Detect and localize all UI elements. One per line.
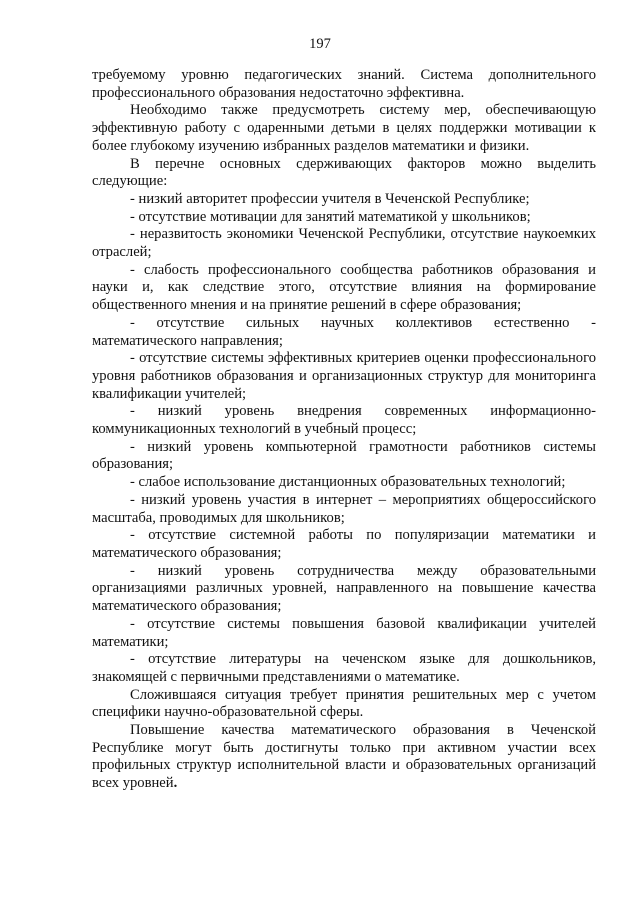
list-item: - низкий уровень компьютерной грамотности работников системы образования; xyxy=(92,438,596,473)
list-item: - низкий уровень сотрудничества между образовательными организациями различных уровней, направленного на повышение качества математического образования; xyxy=(92,562,596,615)
paragraph-continuation: требуемому уровню педагогических знаний. Система дополнительного профессионального образования недостаточно эффективна. xyxy=(92,67,596,101)
list-item: - неразвитость экономики Чеченской Республики, отсутствие наукоемких отраслей; xyxy=(92,226,596,261)
list-item: - слабое использование дистанционных образовательных технологий; xyxy=(130,474,566,491)
conclusion-text: Повышение качества математического образования в Чеченской Республике могут быть достигнуты только при активном участии всех профильных структур исполнительной власти и образовательных организаций всех уровней xyxy=(92,722,596,792)
list-item: - отсутствие сильных научных коллективов естественно - математического направления; xyxy=(92,314,596,349)
paragraph-factors-intro: В перечне основных сдерживающих факторов можно выделить следующие: xyxy=(92,155,596,190)
list-item: - низкий уровень внедрения современных информационно-коммуникационных технологий в учебный процесс; xyxy=(92,403,596,438)
list-item: - слабость профессионального сообщества работников образования и науки и, как следствие этого, отсутствие влияния на формирование общественного мнения и на принятие решений в сфере образования; xyxy=(92,261,596,314)
list-item: - низкий авторитет профессии учителя в Чеченской Республике; xyxy=(130,190,530,207)
paragraph-conclusion xyxy=(92,722,596,793)
document-body xyxy=(92,67,596,793)
list-item: - отсутствие системы эффективных критериев оценки профессионального уровня работников образования и организационных структур для мониторинга квалификации учителей; xyxy=(92,350,596,402)
page-number: 197 xyxy=(309,36,331,52)
list-item: - отсутствие мотивации для занятий математикой у школьников; xyxy=(130,208,531,225)
conclusion-period: . xyxy=(173,775,178,792)
paragraph-gifted-children: Необходимо также предусмотреть систему мер, обеспечивающую эффективную работу с одаренными детьми в целях поддержки мотивации к более глубокому изучению избранных разделов математики и физики. xyxy=(92,102,596,154)
list-item: - отсутствие системной работы по популяризации математики и математического образования; xyxy=(92,527,596,561)
list-item: - отсутствие литературы на чеченском языке для дошкольников, знакомящей с первичными представлениями о математике. xyxy=(92,651,596,685)
list-item: - низкий уровень участия в интернет – мероприятиях общероссийского масштаба, проводимых для школьников; xyxy=(92,491,596,526)
list-item: - отсутствие системы повышения базовой квалификации учителей математики; xyxy=(92,615,596,650)
paragraph-situation: Сложившаяся ситуация требует принятия решительных мер с учетом специфики научно-образовательной сферы. xyxy=(92,686,596,721)
